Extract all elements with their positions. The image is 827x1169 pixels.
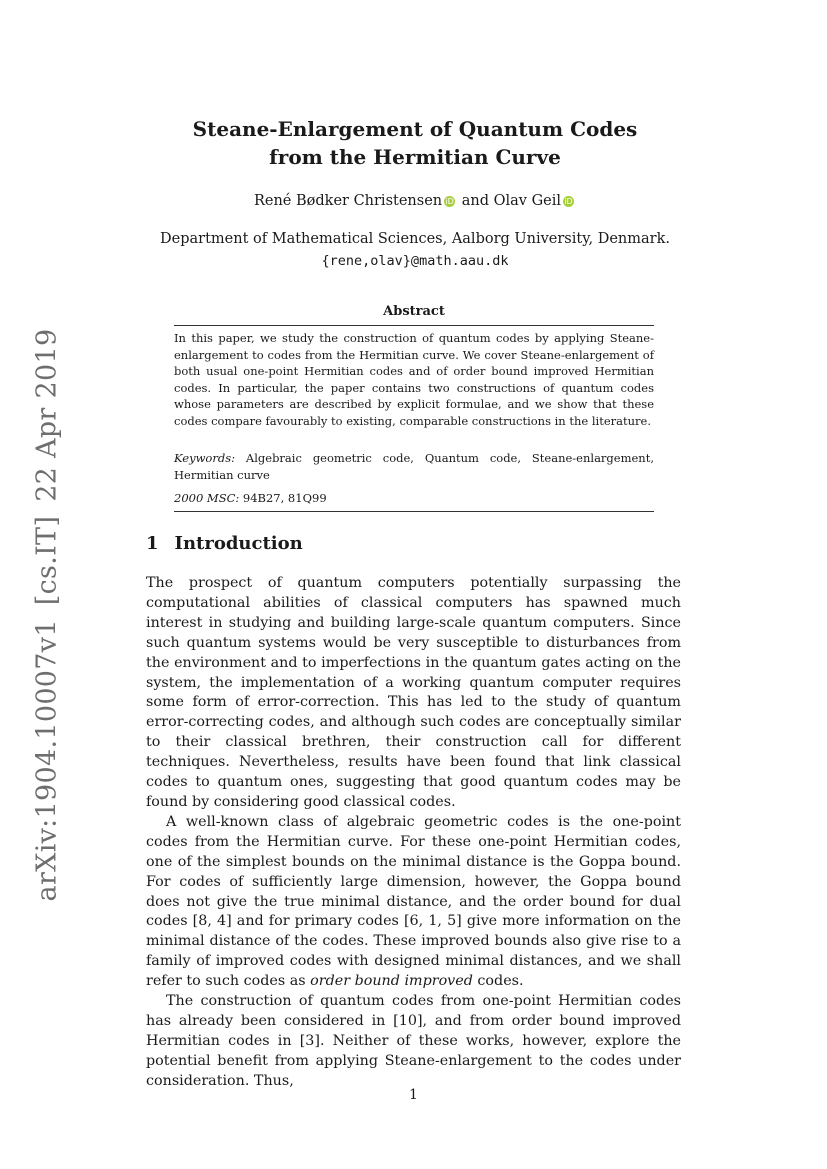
keywords-list: Algebraic geometric code, Quantum code, Steane-enlargement, Hermitian curve <box>174 451 654 482</box>
affiliation: Department of Mathematical Sciences, Aalborg University, Denmark. <box>160 231 670 247</box>
author-conjunction: and <box>461 193 489 209</box>
keywords-label: Keywords: <box>174 451 235 465</box>
paragraph-3: The construction of quantum codes from one-point Hermitian codes has already been considered in [10], and from order bound improved Hermitian codes in [3]. Neither of these works, however, explore the potential benefit from applying Steane-enlargement to the codes under consideration. Thus, <box>146 993 681 1089</box>
paragraph-1: The prospect of quantum computers potentially surpassing the computational abilities of classical computers has spawned much interest in studying and building large-scale quantum computers. Since such quantum systems would be very susceptible to disturbances from the environment and to imperfections in the quantum gates acting on the system, the implementation of a working quantum computer requires some form of error-correction. This has led to the study of quantum error-correcting codes, and although such codes are conceptually similar to their classical brethren, their construction call for different techniques. Nevertheless, results have been found that link classical codes to quantum ones, suggesting that good quantum codes may be found by considering good classical codes. <box>146 575 681 810</box>
msc-codes: 94B27, 81Q99 <box>242 491 327 505</box>
abstract-text: In this paper, we study the construction of quantum codes by applying Steane-enlargement to codes from the Hermitian curve. We cover Steane-enlargement of both usual one-point Hermitian codes and of order bound improved Hermitian codes. In particular, the paper contains two constructions of quantum codes whose parameters are described by explicit formulae, and we show that these codes compare favourably to existing, comparable constructions in the literature. <box>174 331 654 428</box>
orcid-icon[interactable]: iD <box>445 197 454 206</box>
orcid-icon[interactable]: iD <box>564 197 573 206</box>
paragraph-2-text: A well-known class of algebraic geometric codes is the one-point codes from the Hermitian curve. For these one-point Hermitian codes, one of the simplest bounds on the minimal distance is the Goppa bound. For codes of sufficiently large dimension, however, the Goppa bound does not give the true minimal distance, and the order bound for dual codes [8, 4] and for primary codes [6, 1, 5] give more information on the minimal distance of the codes. These improved bounds also give rise to a family of improved codes with designed minimal distances, and we shall refer to such codes as <box>146 813 681 990</box>
arxiv-id: arXiv:1904.10007v1 <box>31 619 63 902</box>
author-1: René Bødker Christensen <box>253 193 443 209</box>
arxiv-category: [cs.IT] <box>31 515 63 606</box>
author-email[interactable]: {rene,olav}@math.aau.dk <box>321 253 509 269</box>
section-number: 1 <box>146 533 159 554</box>
arxiv-date: 22 Apr 2019 <box>31 328 63 502</box>
abstract-top-rule <box>174 325 654 326</box>
arxiv-identifier-sidebar <box>32 322 63 909</box>
author-line <box>150 193 680 209</box>
keywords <box>174 450 654 483</box>
author-2: Olav Geil <box>493 193 562 209</box>
msc-classification <box>174 490 654 507</box>
title-line-2: from the Hermitian Curve <box>269 145 561 169</box>
abstract-bottom-rule <box>174 511 654 512</box>
paragraph-2-emphasis: order bound improved <box>310 973 473 990</box>
msc-label: 2000 MSC: <box>174 491 240 505</box>
section-heading <box>146 533 303 554</box>
paragraph-2 <box>146 813 681 992</box>
abstract-heading: Abstract <box>383 304 445 319</box>
paragraph-2-end: codes. <box>477 973 524 990</box>
title-line-1: Steane-Enlargement of Quantum Codes <box>192 117 638 141</box>
section-title: Introduction <box>174 533 303 554</box>
paper-title <box>150 115 680 171</box>
body-text <box>146 574 681 1092</box>
page-number: 1 <box>409 1087 418 1103</box>
